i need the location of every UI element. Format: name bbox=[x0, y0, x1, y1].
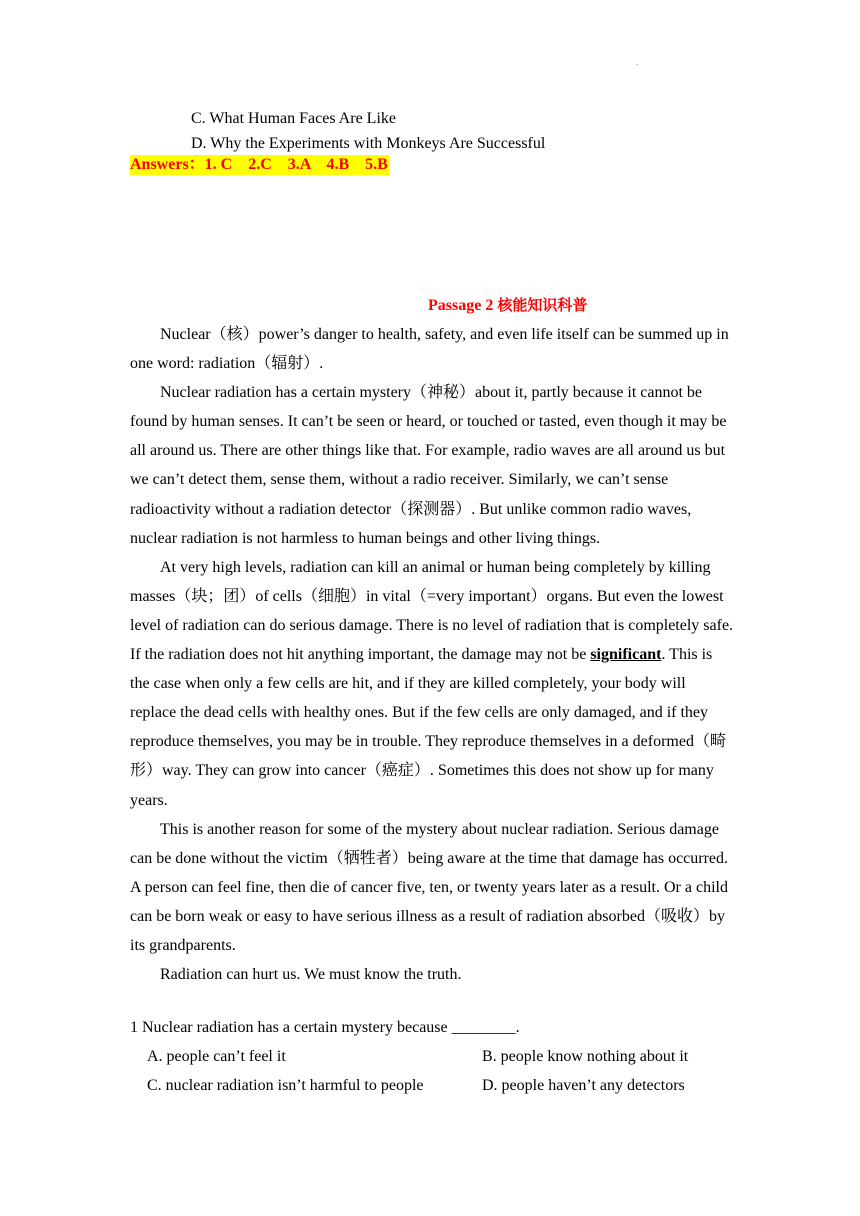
option-d-prev: D. Why the Experiments with Monkeys Are Successful bbox=[191, 135, 546, 152]
question-1-stem: 1 Nuclear radiation has a certain mystery because ________. bbox=[130, 1019, 520, 1036]
paragraph-1: Nuclear（核）power’s danger to health, safety, and even life itself can be summed up in one word: radiation（辐射）. bbox=[130, 326, 729, 373]
answer-key: Answers：1. C 2.C 3.A 4.B 5.B bbox=[130, 156, 388, 173]
paragraph-2: Nuclear radiation has a certain mystery（神秘）about it, partly because it cannot be found by human senses. It can’t be seen or heard, or touched or tasted, even though it may be all around us. There are other things like that. For example, radio waves are all around us but we can’t detect them, sense them, without a radio receiver. Similarly, we can’t sense radioactivity without a radiation detector（探测器）. But unlike common radio waves, nuclear radiation is not harmless to human beings and other living things. bbox=[130, 384, 727, 547]
paragraph-3-part-2: . This is the case when only a few cells are hit, and if they are killed completely, your body will replace the dead cells with healthy ones. But if the few cells are only damaged, and if they reproduce themselves, you may be in trouble. They reproduce themselves in a deformed（畸形）way. They can grow into cancer（癌症）. Sometimes this does not show up for many years. bbox=[130, 646, 726, 809]
question-1-option-d: D. people haven’t any detectors bbox=[482, 1077, 685, 1094]
question-1-option-b: B. people know nothing about it bbox=[482, 1048, 689, 1065]
header-dot: . bbox=[636, 58, 638, 67]
option-c-prev: C. What Human Faces Are Like bbox=[191, 110, 396, 127]
question-1-option-c: C. nuclear radiation isn’t harmful to people bbox=[147, 1077, 424, 1094]
paragraph-5: Radiation can hurt us. We must know the truth. bbox=[160, 966, 462, 984]
passage-title-cn: 核能知识科普 bbox=[497, 296, 588, 314]
paragraph-3-part-1: At very high levels, radiation can kill an animal or human being completely by killing masses（块；团）of cells（细胞）in vital（=very important）organs. But even the lowest level of radiation can do serious damage. There is no level of radiation that is completely safe. If the radiation does not hit anything important, the damage may not be bbox=[130, 558, 734, 664]
passage-body bbox=[130, 320, 734, 989]
paragraph-3 bbox=[130, 553, 734, 815]
paragraph-4: This is another reason for some of the mystery about nuclear radiation. Serious damage can be done without the victim（牺牲者）being aware at the time that damage has occurred. A person can feel fine, then die of cancer five, ten, or twenty years later as a result. Or a child can be born weak or easy to have serious illness as a result of radiation absorbed（吸收）by its grandparents. bbox=[130, 820, 729, 954]
question-1-option-a: A. people can’t feel it bbox=[147, 1048, 286, 1065]
keyword-significant: significant bbox=[590, 646, 662, 664]
passage-title-en: Passage 2 bbox=[428, 297, 498, 314]
passage-title bbox=[428, 295, 587, 316]
